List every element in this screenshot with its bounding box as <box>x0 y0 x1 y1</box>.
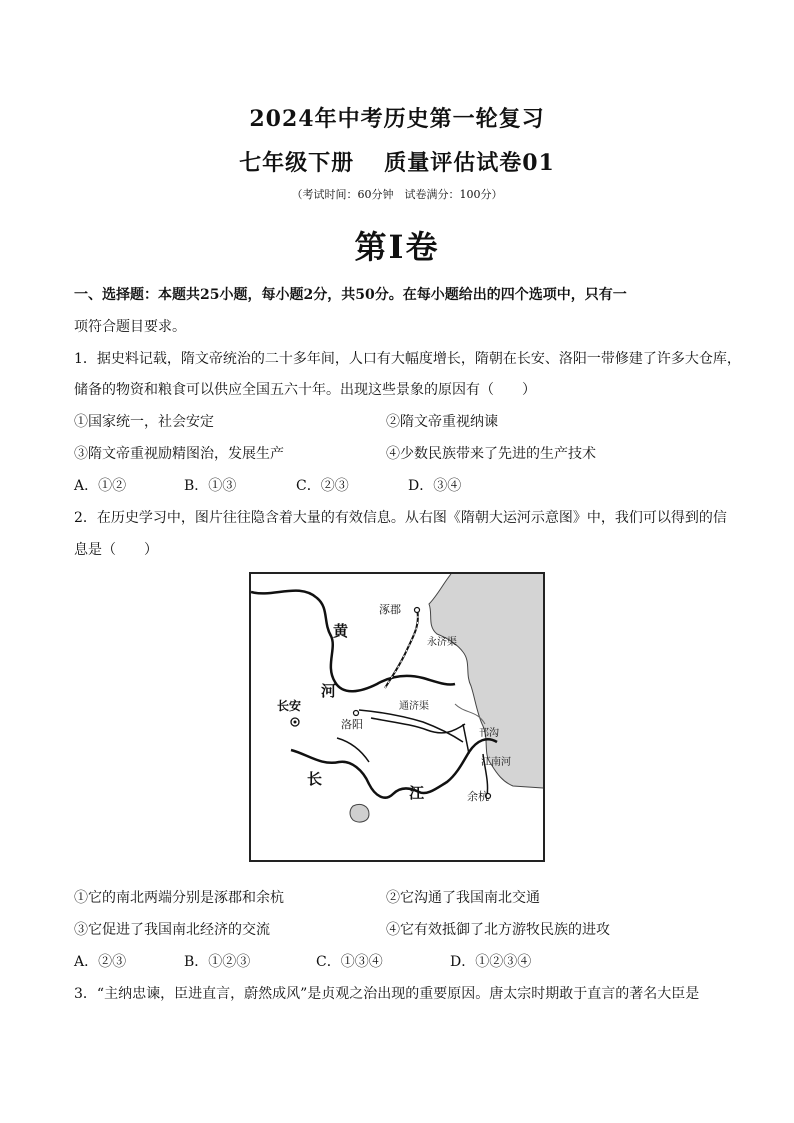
q2-item-1: ①它的南北两端分别是涿郡和余杭 <box>74 890 284 906</box>
q1-item-4: ④少数民族带来了先进的生产技术 <box>386 446 596 462</box>
label-yongjiqu: 永济渠 <box>427 637 457 648</box>
q2-choice-a[interactable]: A．②③ <box>74 954 127 970</box>
q2-choice-d[interactable]: D．①②③④ <box>450 954 532 970</box>
label-jiangnanhe: 江南河 <box>481 757 511 768</box>
q2-stem-line2: 息是（ ） <box>74 542 158 558</box>
label-huang: 黄 <box>333 622 349 640</box>
q1-choice-a[interactable]: A．①② <box>74 478 127 494</box>
label-hangou: 邗沟 <box>479 728 499 739</box>
q2-item-3: ③它促进了我国南北经济的交流 <box>74 922 270 938</box>
q2-stem-line1: 2．在历史学习中，图片往往隐含着大量的有效信息。从右图《隋朝大运河示意图》中，我们可以得到的信 <box>74 510 727 526</box>
q2-choice-c[interactable]: C．①③④ <box>316 954 383 970</box>
q3-stem-line1: 3．“主纳忠谏，臣进直言，蔚然成风”是贞观之治出现的重要原因。唐太宗时期敢于直言的著名大臣是 <box>74 986 700 1002</box>
yellow-river <box>251 591 455 692</box>
q1-stem-line2: 储备的物资和粮食可以供应全国五六十年。出现这些景象的原因有（ ） <box>74 382 536 398</box>
zhuojun-marker <box>415 608 420 613</box>
sea-area <box>429 574 543 788</box>
luoyang-marker <box>354 711 359 716</box>
exam-info: （考试时间：60分钟 试卷满分：100分） <box>291 188 503 201</box>
grand-canal-map <box>249 572 545 862</box>
exam-title: 2024年中考历史第一轮复习 <box>249 106 545 132</box>
label-zhuojun: 涿郡 <box>379 603 401 616</box>
label-he: 河 <box>321 682 337 700</box>
label-yuhang: 余杭 <box>467 790 489 803</box>
q2-item-2: ②它沟通了我国南北交通 <box>386 890 540 906</box>
hangou-canal <box>463 724 469 754</box>
q1-item-1: ①国家统一，社会安定 <box>74 414 214 430</box>
q1-choice-c[interactable]: C．②③ <box>296 478 349 494</box>
q1-item-3: ③隋文帝重视励精图治，发展生产 <box>74 446 284 462</box>
q1-item-2: ②隋文帝重视纳谏 <box>386 414 498 430</box>
q2-item-4: ④它有效抵御了北方游牧民族的进攻 <box>386 922 610 938</box>
yangtze-river <box>291 739 497 797</box>
label-jiang: 江 <box>409 784 425 802</box>
exam-subtitle <box>0 146 794 177</box>
han-river <box>337 738 369 762</box>
taihu-lake <box>350 804 369 822</box>
label-tongjiqu: 通济渠 <box>399 701 429 712</box>
section-title: 第Ⅰ卷 <box>354 228 440 266</box>
q1-choice-b[interactable]: B．①③ <box>184 478 237 494</box>
q2-choice-b[interactable]: B．①②③ <box>184 954 251 970</box>
part-one-heading-line2: 项符合题目要求。 <box>74 319 186 335</box>
grade-label: 七年级下册 <box>239 150 355 176</box>
q1-stem-line1: 1．据史料记载，隋文帝统治的二十多年间，人口有大幅度增长，隋朝在长安、洛阳一带修建了许多大仓库， <box>74 351 741 367</box>
label-luoyang: 洛阳 <box>341 718 363 731</box>
q1-choice-d[interactable]: D．③④ <box>408 478 462 494</box>
label-changan: 长安 <box>277 699 302 713</box>
paper-label: 质量评估试卷01 <box>384 150 555 176</box>
label-chang: 长 <box>307 770 323 788</box>
part-one-heading: 一、选择题：本题共25小题，每小题2分，共50分。在每小题给出的四个选项中，只有一 <box>74 287 627 303</box>
